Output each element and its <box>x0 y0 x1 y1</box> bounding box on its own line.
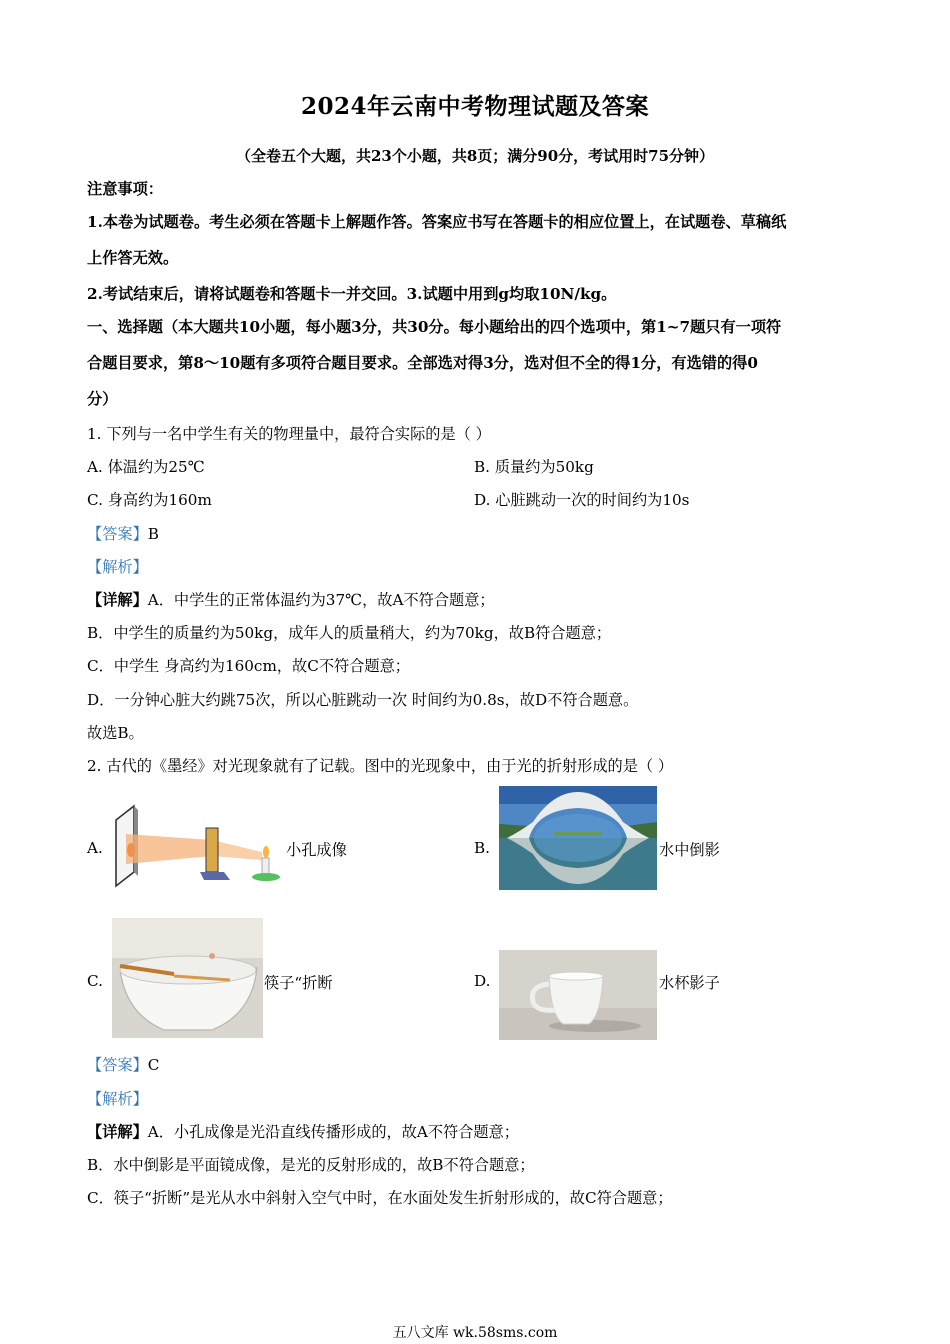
question-2-option-a-label: 小孔成像 <box>286 841 347 859</box>
question-2-stem: 2. 古代的《墨经》对光现象就有了记载。图中的光现象中，由于光的折射形成的是（ ） <box>87 757 674 775</box>
cup-shadow-image <box>499 950 657 1040</box>
question-1-stem: 1. 下列与一名中学生有关的物理量中，最符合实际的是（ ） <box>87 425 491 443</box>
question-2-option-d-label: 水杯影子 <box>659 974 720 992</box>
section-heading-line-2: 合题目要求，第8～10题有多项符合题目要求。全部选对得3分，选对但不全的得1分，有选错的得0 <box>87 354 758 372</box>
question-2-analysis-tag: 【解析】 <box>87 1090 148 1108</box>
section-heading-line-1: 一、选择题（本大题共10小题，每小题3分，共30分。每小题给出的四个选项中，第1~7题只有一项符 <box>87 318 782 336</box>
answer-value: C <box>147 1056 160 1074</box>
question-1-detail-d: D．一分钟心脏大约跳75次，所以心脏跳动一次 时间约为0.8s，故D不符合题意。 <box>87 691 639 709</box>
question-1-conclusion: 故选B。 <box>87 724 144 742</box>
detail-a-text: A．小孔成像是光沿直线传播形成的，故A不符合题意； <box>147 1123 519 1141</box>
notice-2: 2.考试结束后，请将试题卷和答题卡一并交回。3.试题中用到g均取10N/kg。 <box>87 285 617 303</box>
question-1-analysis-tag: 【解析】 <box>87 558 148 576</box>
notice-heading: 注意事项： <box>87 180 163 198</box>
question-2-option-d-letter: D. <box>474 972 491 990</box>
answer-tag: 【答案】 <box>87 1056 148 1074</box>
question-2-detail-b: B．水中倒影是平面镜成像，是光的反射形成的，故B不符合题意； <box>87 1156 535 1174</box>
document-title: 2024年云南中考物理试题及答案 <box>300 93 649 120</box>
question-1-detail-b: B．中学生的质量约为50kg，成年人的质量稍大，约为70kg，故B符合题意； <box>87 624 612 642</box>
notice-1-line-2: 上作答无效。 <box>87 249 179 267</box>
question-2-detail-c: C．筷子“折断”是光从水中斜射入空气中时，在水面处发生折射形成的，故C符合题意； <box>87 1189 673 1207</box>
answer-value: B <box>147 525 159 543</box>
question-2-answer <box>87 1054 159 1075</box>
detail-a-text: A．中学生的正常体温约为37℃，故A不符合题意； <box>147 591 495 609</box>
question-2-option-b-letter: B. <box>474 839 490 857</box>
question-1-option-d: D. 心脏跳动一次的时间约为10s <box>474 491 690 509</box>
document-subtitle: （全卷五个大题，共23个小题，共8页；满分90分，考试用时75分钟） <box>235 147 715 165</box>
bridge-reflection-image <box>499 786 657 890</box>
notice-1-line-1: 1.本卷为试题卷。考生必须在答题卡上解题作答。答案应书写在答题卡的相应位置上，在试题卷、草稿纸 <box>87 213 787 231</box>
detail-tag: 【详解】 <box>87 1123 148 1141</box>
question-2-detail-a <box>87 1121 519 1142</box>
question-1-option-a: A. 体温约为25℃ <box>87 458 205 476</box>
section-heading-line-3: 分） <box>87 390 118 408</box>
question-2-option-c-label: 筷子“折断 <box>264 974 333 992</box>
question-2-option-b-label: 水中倒影 <box>659 841 720 859</box>
chopstick-bowl-image <box>112 918 263 1038</box>
question-2-option-a-letter: A. <box>87 839 103 857</box>
page-footer: 五八文库 wk.58sms.com <box>392 1325 558 1341</box>
question-1-detail-c: C．中学生 身高约为160cm，故C不符合题意； <box>87 657 410 675</box>
question-1-option-c: C. 身高约为160m <box>87 491 212 509</box>
question-1-detail-a <box>87 589 495 610</box>
question-2-option-c-letter: C. <box>87 972 103 990</box>
question-1-option-b: B. 质量约为50kg <box>474 458 594 476</box>
question-1-answer <box>87 523 159 544</box>
detail-tag: 【详解】 <box>87 591 148 609</box>
pinhole-imaging-image <box>112 800 284 890</box>
answer-tag: 【答案】 <box>87 525 148 543</box>
